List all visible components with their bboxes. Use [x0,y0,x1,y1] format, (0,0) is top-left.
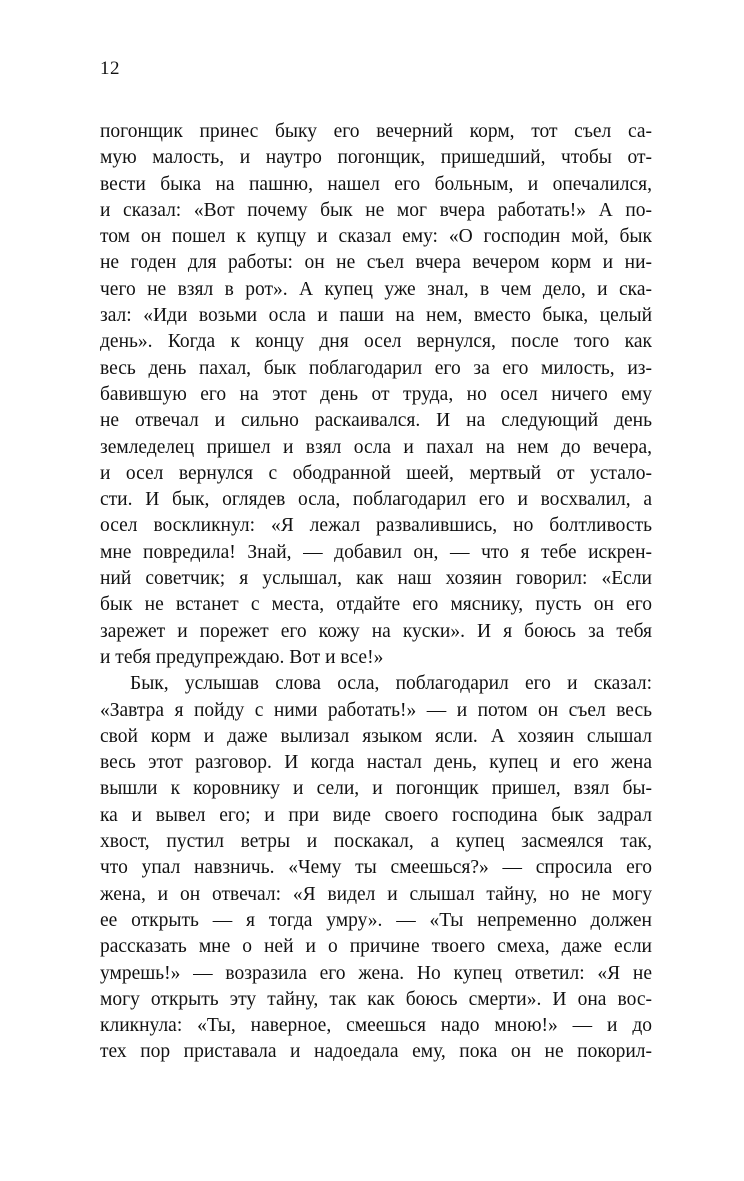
text-line: ка и вывел его; и при виде своего господина бык задрал [100,804,652,826]
text-line: бавившую его на этот день от труда, но осел ничего ему [100,383,652,405]
text-line: ее открыть — я тогда умру». — «Ты непременно должен [100,909,652,931]
text-line: зал: «Иди возьми осла и паши на нем, вместо быка, целый [100,305,652,327]
text-line: «Завтра я пойду с ними работать!» — и потом он съел весь [100,699,652,721]
text-line: ний советчик; я услышал, как наш хозяин говорил: «Если [100,568,652,590]
text-line: Бык, услышав слова осла, поблагодарил его и сказал: [130,673,652,695]
text-line: день». Когда к концу дня осел вернулся, после того как [100,331,652,353]
text-line: хвост, пустил ветры и поскакал, а купец засмеялся так, [100,831,652,853]
text-line: погонщик принес быку его вечерний корм, тот съел са- [100,121,652,142]
text-line: вести быка на пашню, нашел его больным, и опечалился, [100,173,652,195]
text-line: сти. И бык, оглядев осла, поблагодарил его и восхвалил, а [100,489,652,511]
text-block [100,119,652,1066]
text-line: весь этот разговор. И когда настал день, купец и его жена [100,752,652,774]
text-line: мую малость, и наутро погонщик, пришедший, чтобы от- [100,147,652,169]
text-line: и осел вернулся с ободранной шеей, мертвый от устало- [100,462,652,484]
text-line: могу открыть эту тайну, так как боюсь смерти». И она вос- [100,988,652,1010]
text-line: и тебя предупреждаю. Вот и все!» [100,646,384,668]
paragraph [100,671,652,1065]
text-line: жена, и он отвечал: «Я видел и слышал тайну, но не могу [100,883,652,905]
paragraph [100,119,652,671]
text-line: рассказать мне о ней и о причине твоего смеха, даже если [100,936,652,958]
text-line: мне повредила! Знай, — добавил он, — что я тебе искрен- [100,541,652,563]
text-line: не отвечал и сильно раскаивался. И на следующий день [100,410,652,432]
text-line: тех пор приставала и надоедала ему, пока он не покорил- [100,1041,652,1063]
page-number: 12 [100,58,120,79]
text-line: весь день пахал, бык поблагодарил его за его милость, из- [100,357,652,379]
text-line: и сказал: «Вот почему бык не мог вчера работать!» А по- [100,199,652,221]
text-line: кликнула: «Ты, наверное, смеешься надо мною!» — и до [100,1015,652,1037]
text-line: свой корм и даже вылизал языком ясли. А хозяин слышал [100,725,652,747]
text-line: не годен для работы: он не съел вчера вечером корм и ни- [100,252,652,274]
text-line: что упал навзничь. «Чему ты смеешься?» — спросила его [100,857,652,879]
text-line: том он пошел к купцу и сказал ему: «О господин мой, бык [100,226,652,248]
text-line: бык не встанет с места, отдайте его мяснику, пусть он его [100,594,652,616]
text-line: чего не взял в рот». А купец уже знал, в чем дело, и ска- [100,278,652,300]
text-line: умрешь!» — возразила его жена. Но купец ответил: «Я не [100,962,652,984]
text-line: земледелец пришел и взял осла и пахал на нем до вечера, [100,436,652,458]
text-line: зарежет и порежет его кожу на куски». И я боюсь за тебя [100,620,652,642]
text-line: осел воскликнул: «Я лежал развалившись, но болтливость [100,515,652,537]
text-line: вышли к коровнику и сели, и погонщик пришел, взял бы- [100,778,652,800]
